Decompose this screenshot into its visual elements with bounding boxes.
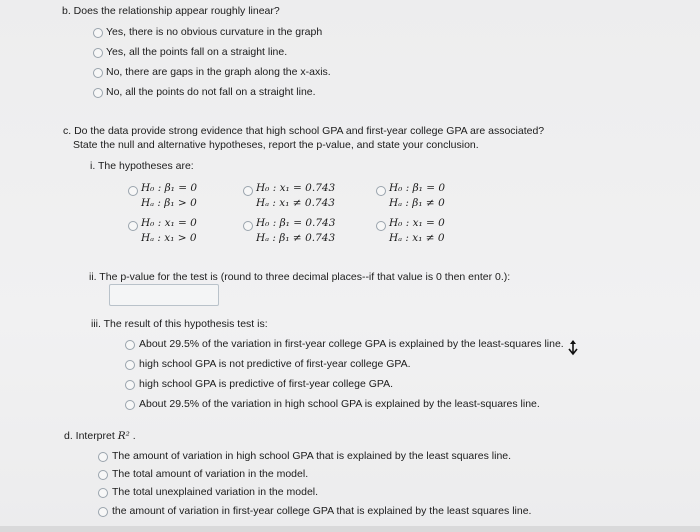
hypothesis-option-6-ha[interactable]: Hₐ : x₁ ≠ 0 xyxy=(389,232,445,244)
part-b-option-4-radio[interactable] xyxy=(93,88,103,98)
part-b-option-4-label[interactable]: No, all the points do not fall on a straight line. xyxy=(106,86,316,98)
r-squared-symbol: R² xyxy=(117,430,130,442)
part-d-option-2-radio[interactable] xyxy=(98,470,108,480)
hypothesis-option-1-ha[interactable]: Hₐ : β₁ > 0 xyxy=(141,197,197,209)
mouse-cursor-icon xyxy=(566,340,580,358)
hypothesis-option-3-ha[interactable]: Hₐ : β₁ ≠ 0 xyxy=(389,197,445,209)
hypothesis-option-5-ha[interactable]: Hₐ : β₁ ≠ 0.743 xyxy=(256,232,336,244)
part-c-question-line2: State the null and alternative hypotheses, report the p-value, and state your conclusion. xyxy=(73,139,479,151)
part-b-option-2-radio[interactable] xyxy=(93,48,103,58)
hypothesis-option-2-ha[interactable]: Hₐ : x₁ ≠ 0.743 xyxy=(256,197,335,209)
hypothesis-option-6-radio[interactable] xyxy=(376,221,386,231)
iii-option-3-label[interactable]: high school GPA is predictive of first-year college GPA. xyxy=(139,378,394,390)
hypothesis-option-4-h0[interactable]: H₀ : x₁ = 0 xyxy=(141,217,197,229)
hypothesis-option-6-h0[interactable]: H₀ : x₁ = 0 xyxy=(389,217,445,229)
iii-option-3-radio[interactable] xyxy=(125,380,135,390)
part-d-option-4-radio[interactable] xyxy=(98,507,108,517)
part-d-question-suffix: . xyxy=(129,430,136,442)
part-d-option-1-radio[interactable] xyxy=(98,452,108,462)
hypothesis-option-1-radio[interactable] xyxy=(128,186,138,196)
part-d-option-3-radio[interactable] xyxy=(98,488,108,498)
iii-option-4-label[interactable]: About 29.5% of the variation in high school GPA is explained by the least-squares line. xyxy=(139,398,540,410)
part-b-option-1-label[interactable]: Yes, there is no obvious curvature in the graph xyxy=(106,26,323,38)
hypothesis-option-1-h0[interactable]: H₀ : β₁ = 0 xyxy=(141,182,198,194)
part-b-option-3-label[interactable]: No, there are gaps in the graph along the x-axis. xyxy=(106,66,331,78)
part-c-question-line1: c. Do the data provide strong evidence that high school GPA and first-year college GPA are associated? xyxy=(63,125,545,137)
part-c-ii-label: ii. The p-value for the test is (round to three decimal places--if that value is 0 then enter 0.): xyxy=(89,271,511,283)
part-d-option-1-label[interactable]: The amount of variation in high school GPA that is explained by the least squares line. xyxy=(112,450,512,462)
part-d-option-2-label[interactable]: The total amount of variation in the model. xyxy=(112,468,309,480)
hypothesis-option-2-radio[interactable] xyxy=(243,186,253,196)
iii-option-2-radio[interactable] xyxy=(125,360,135,370)
hypothesis-option-3-h0[interactable]: H₀ : β₁ = 0 xyxy=(389,182,446,194)
iii-option-1-radio[interactable] xyxy=(125,340,135,350)
part-d-question-prefix: d. Interpret xyxy=(64,430,118,442)
part-d-option-4-label[interactable]: the amount of variation in first-year college GPA that is explained by the least squares line. xyxy=(112,505,532,517)
page-bottom-edge xyxy=(0,526,700,532)
part-b-option-2-label[interactable]: Yes, all the points fall on a straight line. xyxy=(106,46,288,58)
part-b-option-3-radio[interactable] xyxy=(93,68,103,78)
iii-option-1-label[interactable]: About 29.5% of the variation in first-year college GPA is explained by the least-squares line. xyxy=(139,338,564,350)
iii-option-4-radio[interactable] xyxy=(125,400,135,410)
part-c-iii-label: iii. The result of this hypothesis test is: xyxy=(91,318,268,330)
hypothesis-option-3-radio[interactable] xyxy=(376,186,386,196)
hypothesis-option-5-h0[interactable]: H₀ : β₁ = 0.743 xyxy=(256,217,336,229)
hypothesis-option-4-radio[interactable] xyxy=(128,221,138,231)
hypothesis-option-4-ha[interactable]: Hₐ : x₁ > 0 xyxy=(141,232,197,244)
part-d-option-3-label[interactable]: The total unexplained variation in the model. xyxy=(112,486,319,498)
hypothesis-option-2-h0[interactable]: H₀ : x₁ = 0.743 xyxy=(256,182,336,194)
part-b-option-1-radio[interactable] xyxy=(93,28,103,38)
p-value-input[interactable] xyxy=(109,284,219,306)
iii-option-2-label[interactable]: high school GPA is not predictive of first-year college GPA. xyxy=(139,358,411,370)
part-b-question: b. Does the relationship appear roughly linear? xyxy=(62,5,280,17)
part-d-question xyxy=(64,430,136,442)
part-c-i-label: i. The hypotheses are: xyxy=(90,160,194,172)
hypothesis-option-5-radio[interactable] xyxy=(243,221,253,231)
